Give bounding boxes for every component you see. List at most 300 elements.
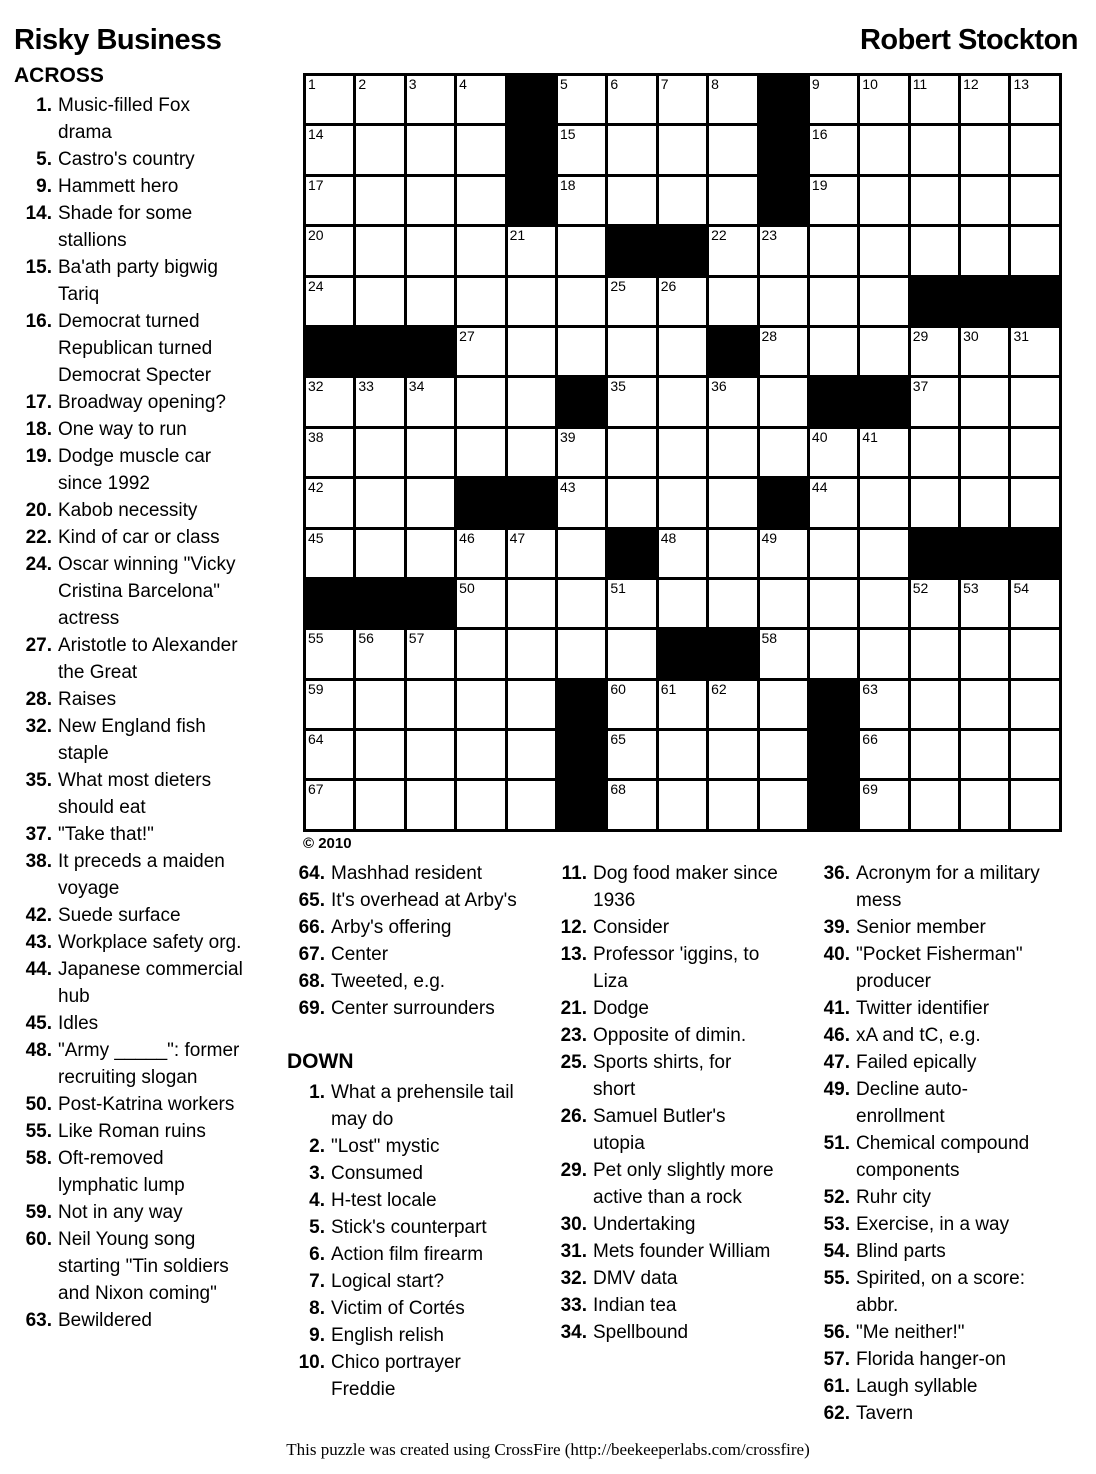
grid-cell[interactable] — [306, 530, 353, 577]
grid-cell[interactable] — [860, 681, 907, 728]
grid-cell[interactable] — [356, 731, 403, 778]
grid-cell[interactable] — [961, 126, 1008, 173]
cell-number: 25 — [610, 277, 626, 294]
grid-cell[interactable] — [508, 429, 555, 476]
grid-cell[interactable] — [961, 328, 1008, 375]
grid-cell[interactable] — [356, 227, 403, 274]
grid-cell[interactable] — [558, 630, 605, 677]
grid-cell[interactable] — [709, 530, 756, 577]
clue-number: 38. — [25, 851, 52, 872]
cell-number: 9 — [811, 76, 820, 92]
grid-cell[interactable] — [558, 479, 605, 526]
grid-cell[interactable] — [608, 781, 655, 828]
grid-cell[interactable] — [457, 328, 504, 375]
grid-cell-black — [760, 76, 807, 123]
grid-cell[interactable] — [961, 781, 1008, 828]
grid-cell[interactable] — [810, 227, 857, 274]
grid-cell-black — [961, 278, 1008, 325]
clue-text: Mashhad resident — [331, 863, 483, 884]
grid-cell[interactable] — [306, 126, 353, 173]
grid-cell[interactable] — [1011, 580, 1058, 627]
grid-cell[interactable] — [608, 278, 655, 325]
grid-cell[interactable] — [407, 76, 454, 123]
grid-cell[interactable] — [659, 177, 706, 224]
grid-cell-black — [810, 731, 857, 778]
clue-text: Spellbound — [593, 1322, 689, 1343]
clue-text: Tavern — [856, 1403, 914, 1424]
clue-text: Failed epically — [856, 1052, 977, 1073]
clue-text: New England fish staple — [58, 716, 206, 764]
clue-number: 37. — [25, 824, 52, 845]
grid-cell[interactable] — [457, 580, 504, 627]
grid-cell[interactable] — [961, 731, 1008, 778]
grid-cell[interactable] — [1011, 731, 1058, 778]
grid-cell[interactable] — [810, 429, 857, 476]
grid-cell[interactable] — [407, 227, 454, 274]
clue-number: 50. — [25, 1094, 52, 1115]
clue-text: DMV data — [593, 1268, 678, 1289]
clue-item — [549, 1292, 779, 1319]
grid-cell[interactable] — [911, 580, 958, 627]
clue-number: 64. — [298, 863, 325, 884]
grid-cell[interactable] — [1011, 227, 1058, 274]
grid-cell[interactable] — [306, 177, 353, 224]
grid-cell[interactable] — [356, 681, 403, 728]
grid-cell[interactable] — [508, 328, 555, 375]
grid-cell[interactable] — [911, 76, 958, 123]
grid-cell[interactable] — [407, 378, 454, 425]
grid-cell[interactable] — [558, 126, 605, 173]
grid-cell[interactable] — [911, 731, 958, 778]
grid-cell[interactable] — [961, 429, 1008, 476]
grid-cell[interactable] — [306, 429, 353, 476]
grid-cell[interactable] — [860, 227, 907, 274]
clue-number: 25. — [560, 1052, 587, 1073]
grid-cell[interactable] — [608, 177, 655, 224]
grid-cell[interactable] — [860, 278, 907, 325]
grid-cell[interactable] — [911, 429, 958, 476]
clue-number: 30. — [560, 1214, 587, 1235]
clue-text: Exercise, in a way — [856, 1214, 1010, 1235]
grid-cell[interactable] — [356, 177, 403, 224]
grid-cell[interactable] — [1011, 429, 1058, 476]
cell-number: 62 — [711, 680, 727, 697]
grid-cell[interactable] — [709, 429, 756, 476]
grid-cell[interactable] — [961, 630, 1008, 677]
grid-cell[interactable] — [709, 126, 756, 173]
grid-cell[interactable] — [407, 630, 454, 677]
grid-cell[interactable] — [760, 630, 807, 677]
clue-item — [549, 1157, 779, 1211]
cell-number: 37 — [912, 378, 929, 395]
grid-cell[interactable] — [860, 630, 907, 677]
clue-item — [812, 1130, 1052, 1184]
grid-cell[interactable] — [911, 681, 958, 728]
grid-cell[interactable] — [911, 781, 958, 828]
grid-cell[interactable] — [659, 731, 706, 778]
clue-item — [14, 173, 248, 200]
grid-cell[interactable] — [659, 580, 706, 627]
clue-number: 32. — [25, 716, 52, 737]
grid-cell[interactable] — [659, 429, 706, 476]
grid-cell[interactable] — [961, 76, 1008, 123]
grid-cell[interactable] — [608, 328, 655, 375]
grid-cell[interactable] — [457, 126, 504, 173]
grid-cell[interactable] — [457, 731, 504, 778]
grid-cell[interactable] — [709, 278, 756, 325]
cell-number: 24 — [308, 277, 324, 294]
grid-cell[interactable] — [709, 681, 756, 728]
grid-cell[interactable] — [911, 177, 958, 224]
grid-cell[interactable] — [810, 630, 857, 677]
clue-text: Dodge — [593, 998, 649, 1019]
clue-number: 34. — [560, 1322, 587, 1343]
clue-text: Center — [331, 944, 389, 965]
grid-cell[interactable] — [457, 227, 504, 274]
grid-cell[interactable] — [508, 781, 555, 828]
grid-cell[interactable] — [356, 530, 403, 577]
cell-number: 15 — [559, 126, 576, 143]
clue-item — [14, 632, 248, 686]
grid-cell[interactable] — [760, 781, 807, 828]
grid-cell[interactable] — [407, 731, 454, 778]
grid-cell[interactable] — [608, 479, 655, 526]
grid-cell[interactable] — [457, 530, 504, 577]
clue-text: Ba'ath party bigwig Tariq — [58, 257, 218, 305]
clue-text: Consumed — [331, 1163, 423, 1184]
clue-number: 40. — [823, 944, 850, 965]
grid-cell-black — [911, 278, 958, 325]
grid-cell[interactable] — [659, 479, 706, 526]
clue-item — [287, 914, 527, 941]
grid-cell[interactable] — [356, 378, 403, 425]
grid-cell[interactable] — [760, 681, 807, 728]
clue-number: 9. — [309, 1325, 325, 1346]
grid-cell[interactable] — [306, 278, 353, 325]
grid-cell[interactable] — [457, 781, 504, 828]
grid-cell[interactable] — [961, 227, 1008, 274]
grid-cell[interactable] — [659, 781, 706, 828]
clue-number: 23. — [560, 1025, 587, 1046]
grid-cell[interactable] — [558, 429, 605, 476]
clue-item — [812, 1265, 1052, 1319]
grid-cell[interactable] — [306, 479, 353, 526]
grid-cell[interactable] — [608, 681, 655, 728]
grid-cell-black — [760, 479, 807, 526]
grid-cell[interactable] — [558, 227, 605, 274]
clue-text: Oscar winning "Vicky Cristina Barcelona" actress — [58, 554, 236, 629]
grid-cell[interactable] — [810, 530, 857, 577]
clue-number: 10. — [298, 1352, 325, 1373]
grid-cell[interactable] — [860, 479, 907, 526]
clue-text: "Army _____": former recruiting slogan — [58, 1040, 240, 1088]
grid-cell[interactable] — [508, 681, 555, 728]
grid-cell[interactable] — [1011, 378, 1058, 425]
clue-text: Not in any way — [58, 1202, 183, 1223]
cell-number: 13 — [1013, 76, 1030, 92]
clue-item — [14, 1226, 248, 1307]
grid-cell[interactable] — [508, 630, 555, 677]
grid-cell[interactable] — [659, 530, 706, 577]
grid-cell[interactable] — [860, 177, 907, 224]
grid-cell[interactable] — [306, 227, 353, 274]
clue-text: Kind of car or class — [58, 527, 220, 548]
clue-text: Arby's offering — [331, 917, 452, 938]
grid-cell[interactable] — [1011, 630, 1058, 677]
grid-cell[interactable] — [760, 530, 807, 577]
clue-text: Mets founder William — [593, 1241, 771, 1262]
cell-number: 38 — [308, 428, 324, 445]
clue-text: H-test locale — [331, 1190, 437, 1211]
grid-cell[interactable] — [558, 278, 605, 325]
grid-cell[interactable] — [810, 328, 857, 375]
clue-item — [14, 686, 248, 713]
grid-cell[interactable] — [911, 378, 958, 425]
grid-cell[interactable] — [457, 378, 504, 425]
grid-cell[interactable] — [1011, 479, 1058, 526]
grid-cell[interactable] — [760, 429, 807, 476]
grid-cell[interactable] — [659, 278, 706, 325]
grid-cell[interactable] — [608, 630, 655, 677]
grid-cell[interactable] — [457, 681, 504, 728]
grid-cell[interactable] — [356, 781, 403, 828]
grid-cell[interactable] — [356, 278, 403, 325]
clue-number: 41. — [823, 998, 850, 1019]
clue-item — [287, 1295, 527, 1322]
grid-cell[interactable] — [508, 227, 555, 274]
grid-cell[interactable] — [810, 126, 857, 173]
cell-number: 56 — [358, 630, 374, 647]
grid-cell[interactable] — [860, 76, 907, 123]
cell-number: 66 — [862, 731, 878, 748]
grid-cell[interactable] — [709, 479, 756, 526]
grid-cell[interactable] — [860, 429, 907, 476]
grid-cell[interactable] — [356, 126, 403, 173]
grid-cell[interactable] — [860, 530, 907, 577]
clue-number: 36. — [823, 863, 850, 884]
cell-number: 33 — [358, 378, 374, 395]
clue-text: Dog food maker since 1936 — [593, 863, 778, 911]
grid-cell[interactable] — [608, 731, 655, 778]
grid-cell[interactable] — [709, 781, 756, 828]
grid-cell[interactable] — [659, 681, 706, 728]
clue-text: "Me neither!" — [856, 1322, 965, 1343]
grid-cell[interactable] — [659, 76, 706, 123]
clue-item — [14, 1199, 248, 1226]
grid-cell[interactable] — [508, 580, 555, 627]
grid-cell[interactable] — [860, 731, 907, 778]
grid-cell[interactable] — [608, 126, 655, 173]
grid-cell[interactable] — [659, 328, 706, 375]
grid-cell[interactable] — [508, 278, 555, 325]
grid-cell[interactable] — [356, 630, 403, 677]
clue-item — [14, 146, 248, 173]
cell-number: 2 — [358, 76, 367, 92]
grid-cell[interactable] — [558, 580, 605, 627]
grid-cell[interactable] — [457, 76, 504, 123]
grid-cell[interactable] — [911, 479, 958, 526]
grid-cell[interactable] — [508, 378, 555, 425]
grid-cell[interactable] — [860, 328, 907, 375]
cell-number: 61 — [660, 680, 677, 697]
grid-cell-black — [558, 731, 605, 778]
across-clues-left — [14, 92, 248, 1334]
grid-cell[interactable] — [608, 429, 655, 476]
grid-cell[interactable] — [1011, 781, 1058, 828]
grid-cell[interactable] — [709, 177, 756, 224]
cell-number: 40 — [811, 428, 828, 445]
grid-cell[interactable] — [356, 76, 403, 123]
grid-cell[interactable] — [558, 328, 605, 375]
cell-number: 45 — [308, 529, 324, 546]
grid-cell[interactable] — [860, 126, 907, 173]
grid-cell[interactable] — [760, 378, 807, 425]
grid-cell[interactable] — [407, 530, 454, 577]
clue-number: 5. — [309, 1217, 325, 1238]
grid-cell[interactable] — [911, 227, 958, 274]
across-clues-section — [14, 62, 248, 1334]
grid-cell[interactable] — [407, 681, 454, 728]
clue-number: 46. — [823, 1025, 850, 1046]
grid-cell[interactable] — [558, 76, 605, 123]
grid-cell[interactable] — [911, 126, 958, 173]
grid-cell[interactable] — [407, 126, 454, 173]
cell-number: 65 — [610, 731, 626, 748]
page-title: Risky Business — [14, 24, 222, 56]
clue-text: What most dieters should eat — [58, 770, 212, 818]
clue-text: Consider — [593, 917, 670, 938]
clue-number: 67. — [298, 944, 325, 965]
grid-cell[interactable] — [810, 177, 857, 224]
clue-number: 42. — [25, 905, 52, 926]
cell-number: 36 — [711, 378, 727, 395]
clue-text: Aristotle to Alexander the Great — [58, 635, 238, 683]
grid-cell[interactable] — [860, 781, 907, 828]
grid-cell[interactable] — [1011, 126, 1058, 173]
clue-number: 53. — [823, 1214, 850, 1235]
grid-cell[interactable] — [810, 76, 857, 123]
clue-item — [812, 1346, 1052, 1373]
clue-number: 55. — [25, 1121, 52, 1142]
grid-cell[interactable] — [961, 580, 1008, 627]
grid-cell[interactable] — [1011, 681, 1058, 728]
cell-number: 5 — [559, 76, 568, 92]
clue-text: Professor 'iggins, to Liza — [593, 944, 760, 992]
grid-cell[interactable] — [407, 781, 454, 828]
clue-text: Chemical compound components — [856, 1133, 1030, 1181]
clue-text: Bewildered — [58, 1310, 152, 1331]
grid-cell[interactable] — [760, 731, 807, 778]
crossword-grid — [303, 73, 1062, 832]
grid-cell-black — [659, 227, 706, 274]
grid-cell[interactable] — [306, 76, 353, 123]
clue-number: 44. — [25, 959, 52, 980]
grid-cell[interactable] — [961, 378, 1008, 425]
grid-cell[interactable] — [709, 580, 756, 627]
grid-cell[interactable] — [457, 177, 504, 224]
grid-cell[interactable] — [911, 630, 958, 677]
clue-text: Music-filled Fox drama — [58, 95, 190, 143]
clue-text: Opposite of dimin. — [593, 1025, 747, 1046]
grid-cell[interactable] — [709, 378, 756, 425]
grid-cell[interactable] — [508, 530, 555, 577]
grid-cell[interactable] — [608, 580, 655, 627]
cell-number: 55 — [308, 630, 324, 647]
grid-cell[interactable] — [407, 479, 454, 526]
clue-number: 6. — [309, 1244, 325, 1265]
grid-cell[interactable] — [407, 177, 454, 224]
grid-cell[interactable] — [760, 580, 807, 627]
clue-number: 9. — [36, 176, 52, 197]
grid-cell[interactable] — [1011, 76, 1058, 123]
grid-cell[interactable] — [709, 227, 756, 274]
cell-number: 63 — [862, 680, 878, 697]
grid-cell[interactable] — [306, 681, 353, 728]
grid-cell[interactable] — [961, 681, 1008, 728]
grid-cell[interactable] — [457, 630, 504, 677]
grid-cell[interactable] — [608, 76, 655, 123]
grid-cell[interactable] — [306, 378, 353, 425]
clue-number: 3. — [309, 1163, 325, 1184]
grid-cell[interactable] — [810, 580, 857, 627]
grid-cell[interactable] — [760, 227, 807, 274]
grid-cell[interactable] — [961, 479, 1008, 526]
grid-cell[interactable] — [860, 580, 907, 627]
clue-item — [14, 416, 248, 443]
grid-cell[interactable] — [306, 630, 353, 677]
grid-cell[interactable] — [961, 177, 1008, 224]
footer-credit: This puzzle was created using CrossFire (http://beekeeperlabs.com/crossfire) — [286, 1440, 810, 1459]
clue-item — [287, 1187, 527, 1214]
grid-cell[interactable] — [1011, 177, 1058, 224]
grid-cell[interactable] — [709, 76, 756, 123]
grid-cell[interactable] — [810, 278, 857, 325]
grid-cell[interactable] — [760, 328, 807, 375]
cell-number: 41 — [862, 428, 878, 445]
grid-cell[interactable] — [709, 731, 756, 778]
clue-text: Japanese commercial hub — [58, 959, 243, 1007]
grid-cell[interactable] — [810, 479, 857, 526]
grid-cell[interactable] — [659, 126, 706, 173]
clue-item — [812, 1211, 1052, 1238]
grid-cell[interactable] — [911, 328, 958, 375]
grid-cell[interactable] — [306, 781, 353, 828]
clue-item — [14, 848, 248, 902]
cell-number: 64 — [308, 731, 324, 748]
grid-cell[interactable] — [608, 378, 655, 425]
grid-cell[interactable] — [659, 378, 706, 425]
grid-cell[interactable] — [407, 278, 454, 325]
grid-cell[interactable] — [558, 530, 605, 577]
grid-cell[interactable] — [1011, 328, 1058, 375]
clue-column-2 — [287, 860, 527, 1403]
grid-cell[interactable] — [457, 429, 504, 476]
grid-cell[interactable] — [558, 177, 605, 224]
clue-item — [14, 1091, 248, 1118]
clue-number: 8. — [309, 1298, 325, 1319]
cell-number: 50 — [459, 579, 475, 596]
grid-cell[interactable] — [356, 429, 403, 476]
grid-cell[interactable] — [407, 429, 454, 476]
grid-cell[interactable] — [356, 479, 403, 526]
grid-cell[interactable] — [306, 731, 353, 778]
grid-cell[interactable] — [508, 731, 555, 778]
clue-column-3 — [549, 860, 779, 1346]
grid-cell[interactable] — [760, 278, 807, 325]
grid-cell[interactable] — [457, 278, 504, 325]
cell-number: 34 — [408, 378, 425, 395]
clue-item — [287, 1268, 527, 1295]
